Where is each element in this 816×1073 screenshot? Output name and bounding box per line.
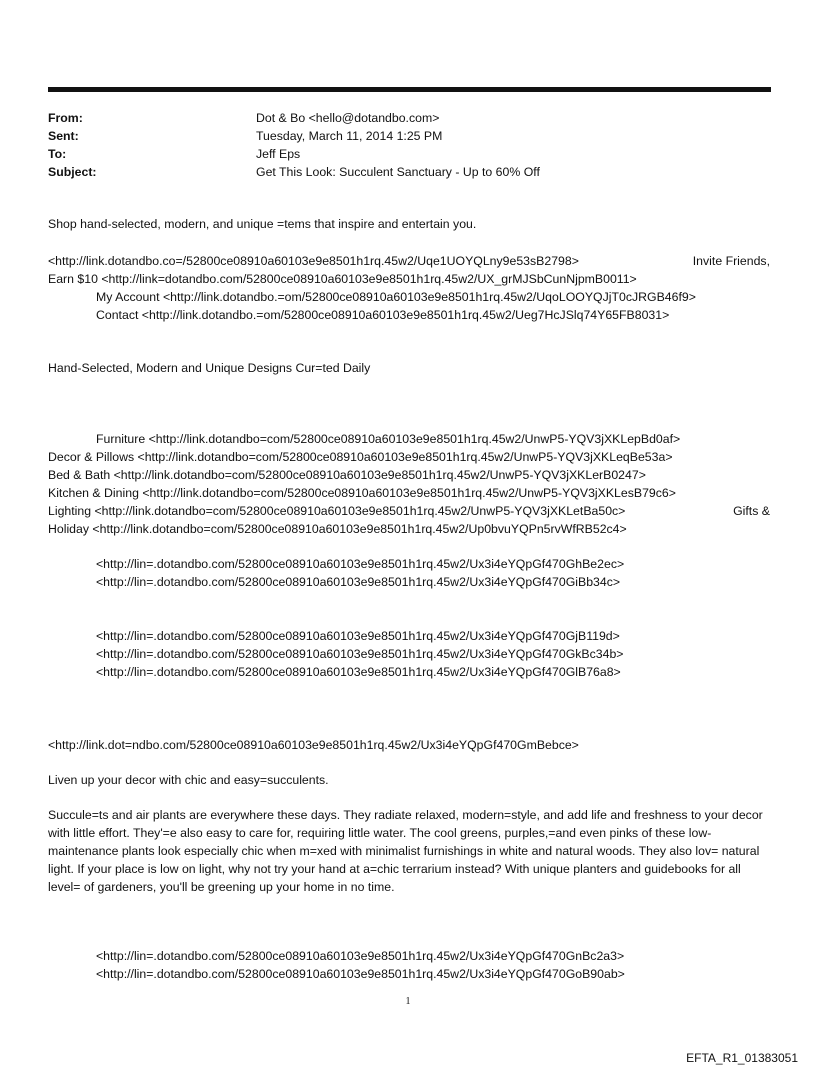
page-number: 1 [405, 996, 411, 1007]
category-line-lighting [48, 502, 770, 520]
image-link[interactable]: <http://lin=.dotandbo.com/52800ce08910a60103e9e8501h1rq.45w2/Ux3i4eYQpGf470GkBc34b> [96, 647, 624, 661]
hero-image-link [48, 736, 770, 754]
sent-label: Sent: [48, 129, 79, 143]
from-label: From: [48, 111, 83, 125]
image-link[interactable]: <http://lin=.dotandbo.com/52800ce08910a60103e9e8501h1rq.45w2/Ux3i4eYQpGf470GjB119d> [96, 629, 620, 643]
category-link-gifts[interactable]: Gifts & [733, 504, 770, 518]
nav-link-account[interactable]: My Account <http://link.dotandbo.=om/52800ce08910a60103e9e8501h1rq.45w2/UqoLOOYQJjT0cJRGB46f9> [96, 290, 696, 304]
category-link-bed-bath[interactable]: Bed & Bath <http://link.dotandbo=com/52800ce08910a60103e9e8501h1rq.45w2/UnwP5-YQV3jXKLerB0247> [48, 468, 646, 482]
category-link-kitchen[interactable]: Kitchen & Dining <http://link.dotandbo=com/52800ce08910a60103e9e8501h1rq.45w2/UnwP5-YQV3jXKLesB79c6> [48, 486, 676, 500]
bates-number: EFTA_R1_01383051 [686, 1051, 798, 1065]
category-link-decor[interactable]: Decor & Pillows <http://link.dotandbo=com/52800ce08910a60103e9e8501h1rq.45w2/UnwP5-YQV3jXKLeqBe53a> [48, 450, 673, 464]
nav-link-contact[interactable]: Contact <http://link.dotandbo.=om/52800ce08910a60103e9e8501h1rq.45w2/Ueg7HcJSlq74Y65FB8031> [96, 308, 670, 322]
image-link[interactable]: <http://lin=.dotandbo.com/52800ce08910a60103e9e8501h1rq.45w2/Ux3i4eYQpGf470GnBc2a3> [96, 949, 625, 963]
nav-link-earn[interactable]: Earn $10 <http://link=dotandbo.com/52800ce08910a60103e9e8501h1rq.45w2/UX_grMJSbCunNjpmB0011> [48, 272, 637, 286]
to-label: To: [48, 147, 67, 161]
subject-label: Subject: [48, 165, 97, 179]
category-link-holiday[interactable]: Holiday <http://link.dotandbo=com/52800ce08910a60103e9e8501h1rq.45w2/Up0bvuYQPn5rvWfRB52c4> [48, 522, 627, 536]
description-paragraph: Succule=ts and air plants are everywhere these days. They radiate relaxed, modern=style, and add life and freshness to your decor with little effort. They'=e also easy to care for, requiring little water. The cool greens, purples,=and even pinks of these low-maintenance plants look especially chic when m=xed with minimalist furnishings in white and natural woods. They also lov= natural light. If your place is low on light, why not try your hand at a=chic terrarium instead? With unique planters and guidebooks for all level= of gardeners, you'll be greening up your home in no time. [48, 808, 763, 894]
category-links [48, 430, 770, 538]
sent-row [48, 127, 768, 145]
header-divider [48, 87, 771, 92]
category-link-furniture[interactable]: Furniture <http://link.dotandbo=com/52800ce08910a60103e9e8501h1rq.45w2/UnwP5-YQV3jXKLepBd0af> [96, 432, 681, 446]
email-header [48, 109, 768, 181]
tagline: Hand-Selected, Modern and Unique Designs Cur=ted Daily [48, 361, 371, 375]
to-value: Jeff Eps [256, 147, 301, 161]
subject-row [48, 163, 768, 181]
image-link[interactable]: <http://lin=.dotandbo.com/52800ce08910a60103e9e8501h1rq.45w2/Ux3i4eYQpGf470GhBe2ec> [96, 557, 625, 571]
nav-link-invite[interactable]: Invite Friends, [692, 254, 770, 268]
liven-text: Liven up your decor with chic and easy=succulents. [48, 773, 329, 787]
category-link-lighting[interactable]: Lighting <http://link.dotandbo=com/52800ce08910a60103e9e8501h1rq.45w2/UnwP5-YQV3jXKLetBa50c> [48, 504, 626, 518]
intro-text: Shop hand-selected, modern, and unique =tems that inspire and entertain you. [48, 217, 477, 231]
image-links-3 [48, 947, 770, 983]
from-value: Dot & Bo <hello@dotandbo.com> [256, 111, 440, 125]
image-links-2 [48, 627, 770, 681]
sent-value: Tuesday, March 11, 2014 1:25 PM [256, 129, 443, 143]
image-link[interactable]: <http://lin=.dotandbo.com/52800ce08910a60103e9e8501h1rq.45w2/Ux3i4eYQpGf470GiBb34c> [96, 575, 621, 589]
nav-links [48, 252, 770, 324]
nav-line-1 [48, 252, 770, 270]
nav-link-home[interactable]: <http://link.dotandbo.co=/52800ce08910a60103e9e8501h1rq.45w2/Uqe1UOYQLny9e53sB2798> [48, 254, 579, 268]
image-links-1 [48, 555, 770, 591]
image-link[interactable]: <http://link.dot=ndbo.com/52800ce08910a60103e9e8501h1rq.45w2/Ux3i4eYQpGf470GmBebce> [48, 738, 579, 752]
to-row [48, 145, 768, 163]
image-link[interactable]: <http://lin=.dotandbo.com/52800ce08910a60103e9e8501h1rq.45w2/Ux3i4eYQpGf470GoB90ab> [96, 967, 625, 981]
subject-value: Get This Look: Succulent Sanctuary - Up to 60% Off [256, 165, 540, 179]
image-link[interactable]: <http://lin=.dotandbo.com/52800ce08910a60103e9e8501h1rq.45w2/Ux3i4eYQpGf470GlB76a8> [96, 665, 621, 679]
from-row [48, 109, 768, 127]
